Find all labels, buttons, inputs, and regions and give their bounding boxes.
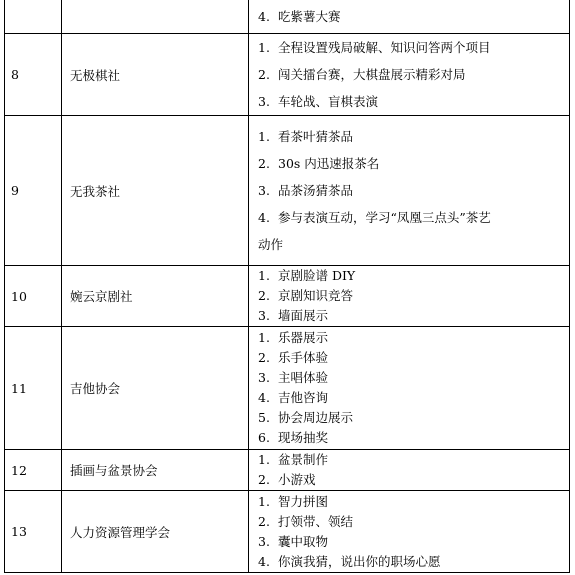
activity-list	[258, 328, 569, 448]
item-text: 打领带、领结	[278, 513, 354, 529]
item-number: 2.	[258, 513, 270, 529]
item-text-continued: 动作	[258, 237, 284, 252]
item-number: 3.	[258, 94, 270, 109]
item-number: 3.	[258, 308, 270, 323]
activities-cell	[249, 266, 570, 327]
item-number: 2.	[258, 156, 270, 171]
item-text: 乐手体验	[278, 350, 329, 365]
list-item	[258, 428, 569, 448]
list-item	[258, 492, 569, 512]
activities-cell	[249, 0, 570, 34]
item-number: 6.	[258, 430, 270, 445]
item-text: 品茶汤猜茶品	[278, 183, 354, 198]
club-name-cell: 无极棋社	[62, 34, 249, 116]
club-number-cell: 9	[5, 116, 62, 266]
list-item	[258, 231, 569, 258]
list-item	[258, 388, 569, 408]
list-item	[258, 328, 569, 348]
item-number: 1.	[258, 268, 270, 283]
club-name-cell: 人力资源管理学会	[62, 491, 249, 573]
item-number: 4.	[258, 210, 270, 225]
list-item	[258, 123, 569, 150]
club-number-cell: 10	[5, 266, 62, 327]
item-number: 3.	[258, 533, 270, 549]
table-row	[5, 0, 570, 34]
item-text: 闯关擂台赛，大棋盘展示精彩对局	[278, 67, 466, 82]
item-number: 1.	[258, 40, 270, 55]
club-name-cell: 吉他协会	[62, 327, 249, 450]
item-text: 协会周边展示	[278, 410, 354, 425]
item-number: 2.	[258, 350, 270, 365]
item-text: 看茶叶猜茶品	[278, 129, 354, 144]
club-name-cell	[62, 0, 249, 34]
list-item	[258, 266, 569, 286]
club-number-cell: 12	[5, 450, 62, 491]
item-text: 30s 内迅速报茶名	[278, 156, 380, 171]
activity-list	[258, 450, 569, 490]
list-item	[258, 204, 569, 231]
item-text: 囊中取物	[278, 533, 329, 549]
club-number-cell: 8	[5, 34, 62, 116]
activities-cell	[249, 491, 570, 573]
item-text: 盆景制作	[278, 452, 329, 467]
item-text: 小游戏	[278, 472, 316, 487]
item-text: 吉他咨询	[278, 390, 329, 405]
list-item	[258, 470, 569, 490]
item-text: 京剧知识竞答	[278, 288, 354, 303]
club-number-cell: 11	[5, 327, 62, 450]
list-item	[258, 408, 569, 428]
list-item	[258, 552, 569, 572]
item-text: 吃紫薯大赛	[278, 9, 341, 24]
activity-list	[258, 34, 569, 115]
list-item	[258, 34, 569, 61]
item-text: 车轮战、盲棋表演	[278, 94, 379, 109]
item-number: 1.	[258, 129, 270, 144]
club-name-cell: 婉云京剧社	[62, 266, 249, 327]
list-item	[258, 3, 569, 30]
item-number: 2.	[258, 472, 270, 487]
list-item	[258, 286, 569, 306]
activity-list	[258, 3, 569, 30]
club-number-cell	[5, 0, 62, 34]
list-item	[258, 177, 569, 204]
item-text: 智力拼图	[278, 493, 329, 509]
item-number: 4.	[258, 390, 270, 405]
activity-list	[258, 123, 569, 258]
list-item	[258, 348, 569, 368]
club-name-cell: 插画与盆景协会	[62, 450, 249, 491]
list-item	[258, 88, 569, 115]
list-item	[258, 61, 569, 88]
table-row	[5, 116, 570, 266]
list-item	[258, 532, 569, 552]
activities-cell	[249, 116, 570, 266]
item-number: 1.	[258, 330, 270, 345]
table-row	[5, 34, 570, 116]
table-row	[5, 491, 570, 573]
activity-list	[258, 266, 569, 326]
item-number: 4.	[258, 553, 270, 569]
club-name-cell: 无我茶社	[62, 116, 249, 266]
item-number: 2.	[258, 288, 270, 303]
activity-table	[4, 0, 570, 573]
list-item	[258, 512, 569, 532]
activity-list	[258, 492, 569, 572]
item-text: 现场抽奖	[278, 430, 329, 445]
item-number: 1.	[258, 493, 270, 509]
table-row	[5, 266, 570, 327]
item-text: 京剧脸谱 DIY	[278, 268, 356, 283]
item-number: 2.	[258, 67, 270, 82]
table-row	[5, 327, 570, 450]
item-text: 参与表演互动，学习“凤凰三点头”茶艺	[278, 210, 491, 225]
activities-cell	[249, 34, 570, 116]
item-text: 乐器展示	[278, 330, 329, 345]
list-item	[258, 368, 569, 388]
table-row	[5, 450, 570, 491]
item-text: 墙面展示	[278, 308, 329, 323]
list-item	[258, 306, 569, 326]
activities-cell	[249, 327, 570, 450]
activities-cell	[249, 450, 570, 491]
list-item	[258, 150, 569, 177]
item-number: 3.	[258, 370, 270, 385]
club-number-cell: 13	[5, 491, 62, 573]
item-number: 1.	[258, 452, 270, 467]
item-number: 5.	[258, 410, 270, 425]
list-item	[258, 450, 569, 470]
item-text: 你演我猜，说出你的职场心愿	[278, 553, 441, 569]
item-text: 主唱体验	[278, 370, 329, 385]
item-number: 4.	[258, 9, 270, 24]
item-text: 全程设置残局破解、知识问答两个项目	[278, 40, 491, 55]
item-number: 3.	[258, 183, 270, 198]
